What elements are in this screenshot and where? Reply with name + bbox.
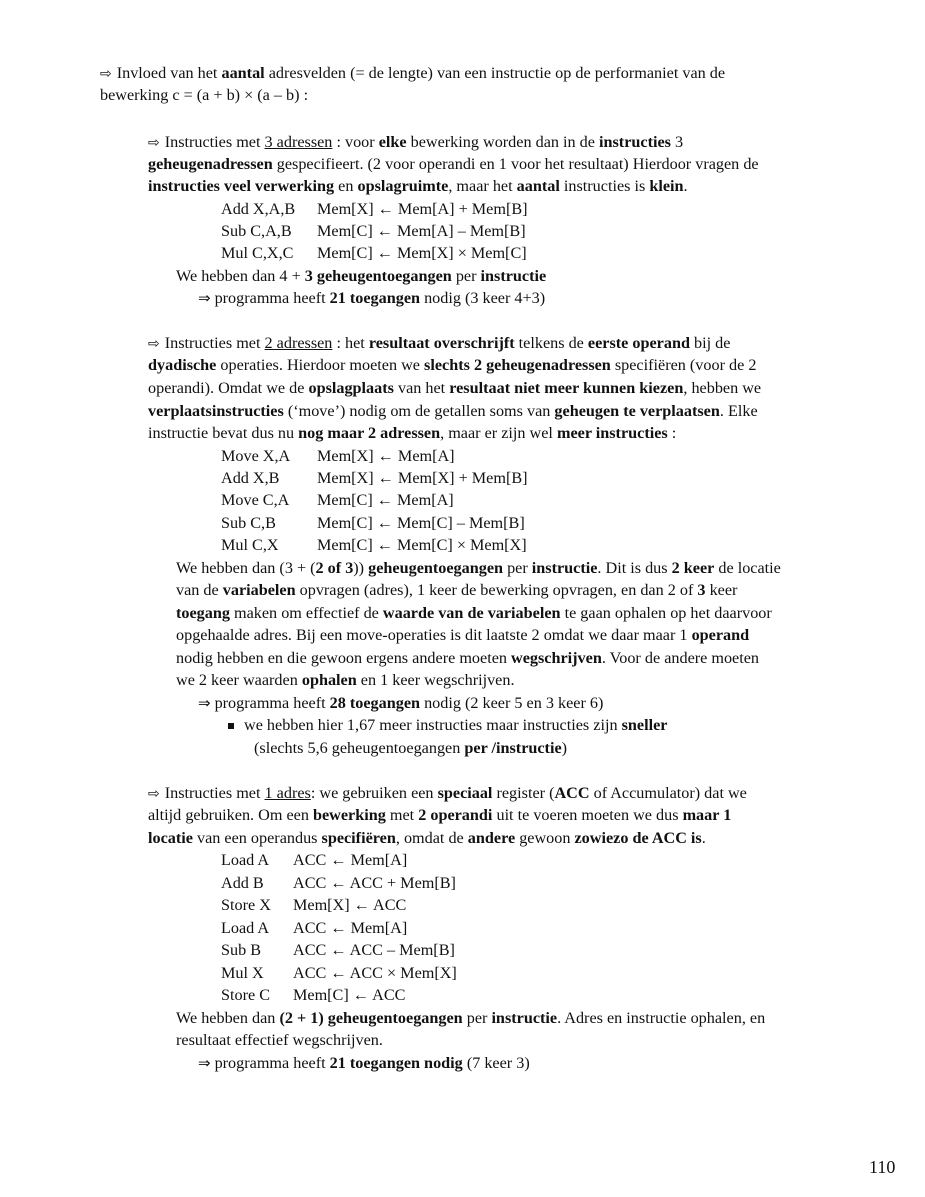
code-instr: Mul X [221, 964, 264, 982]
code-instr: Store C [221, 986, 271, 1004]
s2-para-3: toegang maken om effectief de waarde van de variabelen te gaan ophalen op het daarvoor [176, 604, 772, 622]
code-op: ACC ← Mem[A] [293, 919, 408, 937]
right-arrow-icon: ⇨ [148, 786, 160, 802]
code-instr: Sub B [221, 941, 262, 959]
s2-line-2: dyadische operaties. Hierdoor moeten we slechts 2 geheugenadressen specifiëren (voor de 2 [148, 356, 757, 374]
code-instr: Move C,A [221, 491, 290, 509]
s2-line-5: instructie bevat dus nu nog maar 2 adressen, maar er zijn wel meer instructies : [148, 424, 677, 442]
s2-result: ⇒ programma heeft 28 toegangen nodig (2 keer 5 en 3 keer 6) [198, 692, 603, 715]
s2-line-1: ⇨ Instructies met 2 adressen : het resultaat overschrijft telkens de eerste operand bij de [148, 332, 730, 356]
s3-line-2: geheugenadressen gespecifieert. (2 voor operandi en 1 voor het resultaat) Hierdoor vragen de [148, 155, 759, 173]
s3-line-1: ⇨ Instructies met 3 adressen : voor elke bewerking worden dan in de instructies 3 [148, 131, 683, 155]
s1-line-3: locatie van een operandus specifiëren, omdat de andere gewoon zowiezo de ACC is. [148, 829, 706, 847]
code-instr: Load A [221, 851, 270, 869]
code-op: ACC ← Mem[A] [293, 851, 408, 869]
code-instr: Mul C,X,C [221, 244, 294, 262]
code-op: Mem[C] ← ACC [293, 986, 406, 1004]
s2-bullet-1: we hebben hier 1,67 meer instructies maar instructies zijn sneller [228, 714, 667, 737]
implies-arrow-icon: ⇒ [198, 289, 211, 307]
right-arrow-icon: ⇨ [100, 66, 112, 82]
code-instr: Add B [221, 874, 264, 892]
code-instr: Load A [221, 919, 270, 937]
code-op: Mem[X] ← Mem[X] + Mem[B] [317, 469, 528, 487]
s2-line-4: verplaatsinstructies (‘move’) nodig om de getallen soms van geheugen te verplaatsen. Elke [148, 402, 758, 420]
code-op: Mem[X] ← ACC [293, 896, 407, 914]
s1-line-1: ⇨ Instructies met 1 adres: we gebruiken een speciaal register (ACC of Accumulator) dat we [148, 782, 747, 806]
implies-arrow-icon: ⇒ [198, 1054, 211, 1072]
code-op: Mem[C] ← Mem[A] – Mem[B] [317, 222, 526, 240]
square-bullet-icon [228, 723, 234, 729]
right-arrow-icon: ⇨ [148, 135, 160, 151]
s3-accesses: We hebben dan 4 + 3 geheugentoegangen per instructie [176, 267, 547, 285]
s2-para-4: opgehaalde adres. Bij een move-operaties is dit laatste 2 omdat we daar maar 1 operand [176, 626, 750, 644]
s1-para-1: We hebben dan (2 + 1) geheugentoegangen per instructie. Adres en instructie ophalen, en [176, 1009, 766, 1027]
code-op: Mem[C] ← Mem[C] – Mem[B] [317, 514, 525, 532]
code-instr: Add X,A,B [221, 200, 296, 218]
code-instr: Sub C,B [221, 514, 276, 532]
code-op: ACC ← ACC – Mem[B] [293, 941, 455, 959]
code-instr: Sub C,A,B [221, 222, 292, 240]
code-op: Mem[C] ← Mem[C] × Mem[X] [317, 536, 527, 554]
s1-result: ⇒ programma heeft 21 toegangen nodig (7 keer 3) [198, 1052, 530, 1075]
right-arrow-icon: ⇨ [148, 336, 160, 352]
code-instr: Store X [221, 896, 271, 914]
code-instr: Add X,B [221, 469, 280, 487]
s2-para-1: We hebben dan (3 + (2 of 3)) geheugentoegangen per instructie. Dit is dus 2 keer de locatie [176, 559, 781, 577]
s2-para-2: van de variabelen opvragen (adres), 1 keer de bewerking opvragen, en dan 2 of 3 keer [176, 581, 738, 599]
s1-para-2: resultaat effectief wegschrijven. [176, 1031, 383, 1049]
s3-line-3: instructies veel verwerking en opslagruimte, maar het aantal instructies is klein. [148, 177, 688, 195]
page-number: 110 [869, 1157, 896, 1177]
s2-para-6: we 2 keer waarden ophalen en 1 keer wegschrijven. [176, 671, 515, 689]
s2-line-3: operandi). Omdat we de opslagplaats van het resultaat niet meer kunnen kiezen, hebben we [148, 379, 762, 397]
code-instr: Move X,A [221, 447, 291, 465]
code-op: Mem[X] ← Mem[A] + Mem[B] [317, 200, 528, 218]
code-op: ACC ← ACC × Mem[X] [293, 964, 457, 982]
intro-line-1: ⇨ Invloed van het aantal adresvelden (= de lengte) van een instructie op de performaniet van de [100, 62, 725, 86]
implies-arrow-icon: ⇒ [198, 694, 211, 712]
intro-line-2: bewerking c = (a + b) × (a – b) : [100, 86, 309, 104]
code-op: Mem[C] ← Mem[A] [317, 491, 454, 509]
code-instr: Mul C,X [221, 536, 279, 554]
code-op: ACC ← ACC + Mem[B] [293, 874, 456, 892]
code-op: Mem[X] ← Mem[A] [317, 447, 455, 465]
s2-bullet-2: (slechts 5,6 geheugentoegangen per /instructie) [254, 739, 568, 757]
code-op: Mem[C] ← Mem[X] × Mem[C] [317, 244, 527, 262]
s1-line-2: altijd gebruiken. Om een bewerking met 2 operandi uit te voeren moeten we dus maar 1 [148, 806, 732, 824]
s3-result: ⇒ programma heeft 21 toegangen nodig (3 keer 4+3) [198, 287, 545, 310]
s2-para-5: nodig hebben en die gewoon ergens andere moeten wegschrijven. Voor de andere moeten [176, 649, 760, 667]
